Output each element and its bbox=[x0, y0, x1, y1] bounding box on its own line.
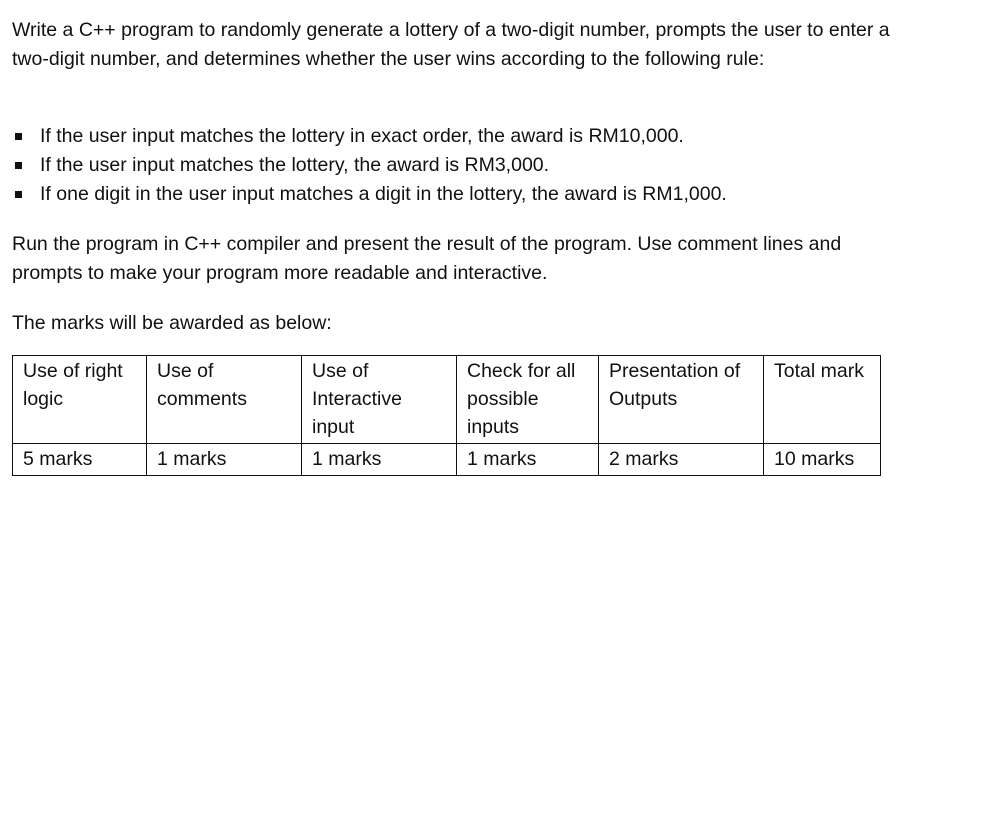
header-cell-comments: Use of comments bbox=[147, 356, 302, 444]
value-cell-interactive: 1 marks bbox=[302, 444, 457, 476]
header-cell-inputs: Check for all possible inputs bbox=[457, 356, 599, 444]
header-cell-total: Total mark bbox=[764, 356, 881, 444]
value-cell-total: 10 marks bbox=[764, 444, 881, 476]
rule-item bbox=[12, 151, 912, 180]
header-cell-interactive: Use of Interactive input bbox=[302, 356, 457, 444]
value-cell-presentation: 2 marks bbox=[599, 444, 764, 476]
marks-intro: The marks will be awarded as below: bbox=[12, 312, 332, 334]
rule-text: If the user input matches the lottery, the award is RM3,000. bbox=[40, 154, 550, 176]
value-cell-comments: 1 marks bbox=[147, 444, 302, 476]
table-row bbox=[13, 444, 881, 476]
rule-text: If one digit in the user input matches a digit in the lottery, the award is RM1,000. bbox=[40, 183, 727, 205]
table-header-row bbox=[13, 356, 881, 444]
instructions-paragraph: Run the program in C++ compiler and present the result of the program. Use comment lines and prompts to make your program more readable and interactive. bbox=[12, 233, 842, 284]
bullet-icon bbox=[15, 191, 22, 198]
rule-item bbox=[12, 180, 912, 209]
bullet-icon bbox=[15, 162, 22, 169]
header-cell-presentation: Presentation of Outputs bbox=[599, 356, 764, 444]
rules-list bbox=[12, 122, 912, 209]
value-cell-logic: 5 marks bbox=[13, 444, 147, 476]
rule-item bbox=[12, 122, 912, 151]
marks-table bbox=[12, 355, 881, 476]
value-cell-inputs: 1 marks bbox=[457, 444, 599, 476]
question-intro: Write a C++ program to randomly generate a lottery of a two-digit number, prompts the user to enter a two-digit number, and determines whether the user wins according to the following rule: bbox=[12, 19, 890, 70]
bullet-icon bbox=[15, 133, 22, 140]
header-cell-logic: Use of right logic bbox=[13, 356, 147, 444]
rule-text: If the user input matches the lottery in exact order, the award is RM10,000. bbox=[40, 125, 684, 147]
